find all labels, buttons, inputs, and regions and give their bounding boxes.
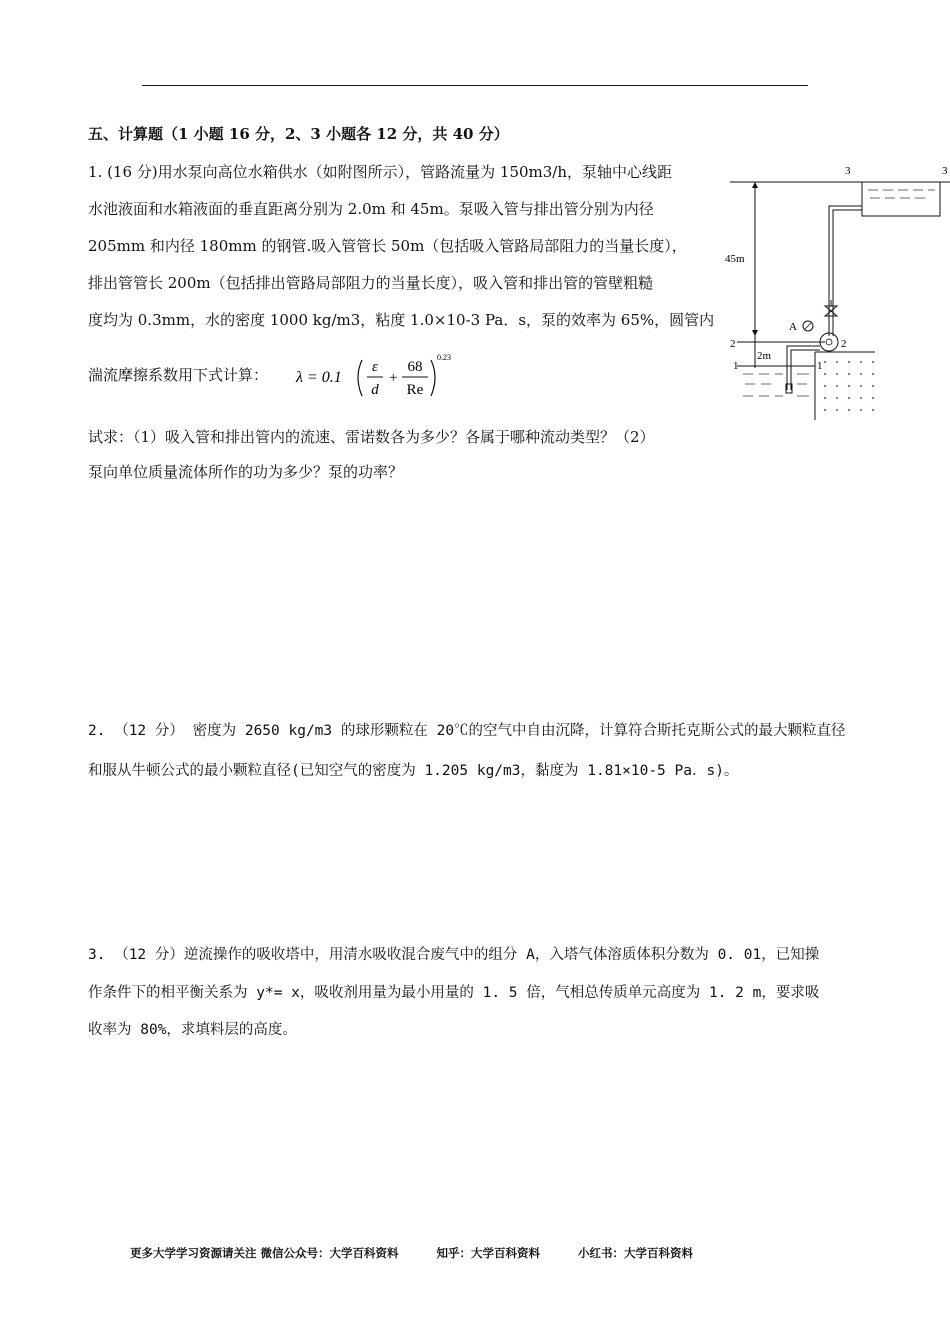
pump-label-left: 2 (730, 338, 736, 350)
footer (130, 1245, 727, 1261)
q1-line-1: 1. (16 分)用水泵向高位水箱供水（如附图所示），管路流量为 150m3/h，泵轴中心线距 (88, 163, 673, 181)
q3-line-1: 3. （12 分）逆流操作的吸收塔中，用清水吸收混合废气中的组分 A，入塔气体溶质体积分数为 0. 01，已知操 (88, 947, 820, 963)
formula-den-2: Re (406, 382, 424, 398)
q1-line-5: 度均为 0.3mm，水的密度 1000 kg/m3，粘度 1.0×10-3 Pa．s，泵的效率为 65%，圆管内 (88, 311, 715, 329)
section-title: 五、计算题（1 小题 16 分，2、3 小题各 12 分，共 40 分） (88, 125, 509, 143)
height-label-lower: 2m (757, 350, 772, 362)
q1-line-3: 205mm 和内径 180mm 的钢管.吸入管管长 50m（包括吸入管路局部阻力的当量长度）， (88, 237, 687, 255)
formula-lhs: λ = 0.1 (296, 369, 342, 386)
q1-line-6: 湍流摩擦系数用下式计算： (88, 366, 269, 384)
friction-formula (294, 346, 451, 408)
header-rule (142, 85, 808, 86)
gauge-label: A (789, 321, 797, 333)
pool-label-left: 1 (733, 360, 739, 372)
height-label-upper: 45m (725, 253, 745, 265)
q1-ask-line-2: 泵向单位质量流体所作的功为多少？泵的功率？ (88, 463, 404, 481)
q3-line-3: 收率为 80%，求填料层的高度。 (88, 1022, 297, 1038)
formula-plus: + (389, 370, 398, 386)
footer-zhihu: 知乎：大学百科资料 (436, 1246, 541, 1260)
q2-line-2: 和服从牛顿公式的最小颗粒直径(已知空气的密度为 1.205 kg/m3，黏度为 1.81×10-5 Pa．s)。 (88, 763, 739, 779)
q1-ask-line-1: 试求：（1）吸入管和排出管内的流速、雷诺数各为多少？各属于哪种流动类型？（2） (88, 428, 655, 446)
formula-num-1: ε (372, 359, 378, 375)
pool-label-right: 1 (817, 360, 823, 372)
q3-line-2: 作条件下的相平衡关系为 y*= x，吸收剂用量为最小用量的 1. 5 倍，气相总传质单元高度为 1. 2 m，要求吸 (88, 985, 820, 1001)
pump-system-diagram (725, 158, 950, 423)
tank-label-left: 3 (845, 165, 851, 177)
footer-wechat: 更多大学学习资源请关注 微信公众号：大学百科资料 (130, 1246, 399, 1260)
water-tank (862, 182, 940, 216)
valve-icon (825, 306, 837, 316)
q1-line-2: 水池液面和水箱液面的垂直距离分别为 2.0m 和 45m。泵吸入管与排出管分别为内径 (88, 200, 654, 218)
footer-xiaohongshu: 小红书：大学百科资料 (578, 1246, 694, 1260)
q1-line-4: 排出管管长 200m（包括排出管路局部阻力的当量长度），吸入管和排出管的管壁粗糙 (88, 274, 654, 292)
formula-num-2: 68 (407, 359, 423, 375)
formula-exponent: 0.23 (437, 353, 451, 362)
formula-den-1: d (371, 382, 379, 398)
ground-hatching (824, 361, 874, 411)
pump-label-right: 2 (841, 338, 847, 350)
q2-line-1: 2. （12 分） 密度为 2650 kg/m3 的球形颗粒在 20℃的空气中自由沉降，计算符合斯托克斯公式的最大颗粒直径 (88, 723, 846, 739)
pool-water-lines (743, 374, 809, 396)
tank-label-right: 3 (942, 165, 948, 177)
tank-water-lines (868, 190, 935, 198)
